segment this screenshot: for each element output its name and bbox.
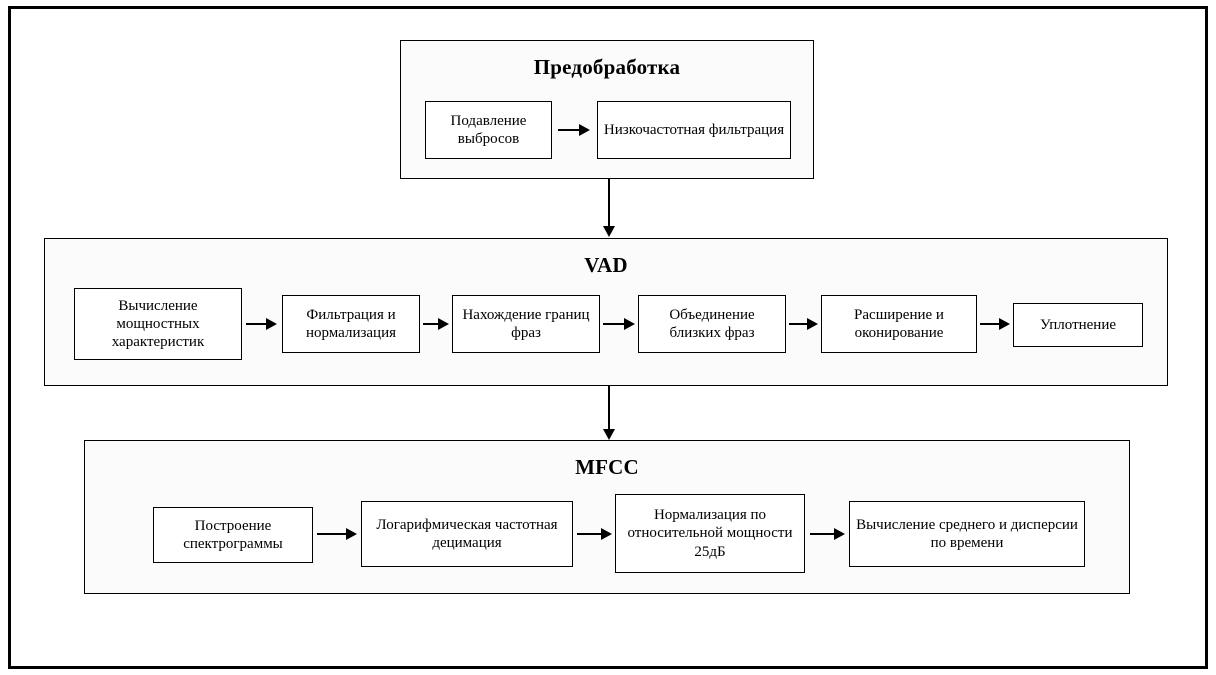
group-vad-title: VAD [584,253,628,277]
process-box-mean-variance: Вычисление среднего и дисперсии по времени [849,501,1085,567]
group-preprocessing [400,40,814,179]
group-mfcc-title: MFCC [575,455,639,479]
process-box-expand-window: Расширение и оконирование [821,295,977,353]
arrow-vad-0-to-1 [246,323,275,325]
process-box-outlier-suppression: Подавление выбросов [425,101,552,159]
process-box-phrase-boundaries: Нахождение границ фраз [452,295,600,353]
arrow-pre-0-to-1 [558,129,588,131]
group-mfcc [84,440,1130,594]
arrow-vad-3-to-4 [789,323,816,325]
process-box-merge-phrases: Объединение близких фраз [638,295,786,353]
process-box-relative-power-normalization: Нормализация по относительной мощности 25дБ [615,494,805,573]
arrow-mfcc-1-to-2 [577,533,610,535]
arrow-mfcc-2-to-3 [810,533,843,535]
arrow-vad-2-to-3 [603,323,633,325]
process-box-spectrogram: Построение спектрограммы [153,507,313,563]
arrow-vad-4-to-5 [980,323,1008,325]
group-preprocessing-title: Предобработка [533,55,681,79]
process-box-compaction: Уплотнение [1013,303,1143,347]
arrow-vad-to-mfcc [608,386,610,430]
process-box-filter-normalize: Фильтрация и нормализация [282,295,420,353]
arrow-preprocessing-to-vad [608,179,610,227]
arrow-mfcc-0-to-1 [317,533,355,535]
process-box-power-features: Вычисление мощностных характеристик [74,288,242,360]
process-box-lowpass-filtering: Низкочастотная фильтрация [597,101,791,159]
process-box-log-decimation: Логарифмическая частотная децимация [361,501,573,567]
group-vad [44,238,1168,386]
arrow-vad-1-to-2 [423,323,447,325]
